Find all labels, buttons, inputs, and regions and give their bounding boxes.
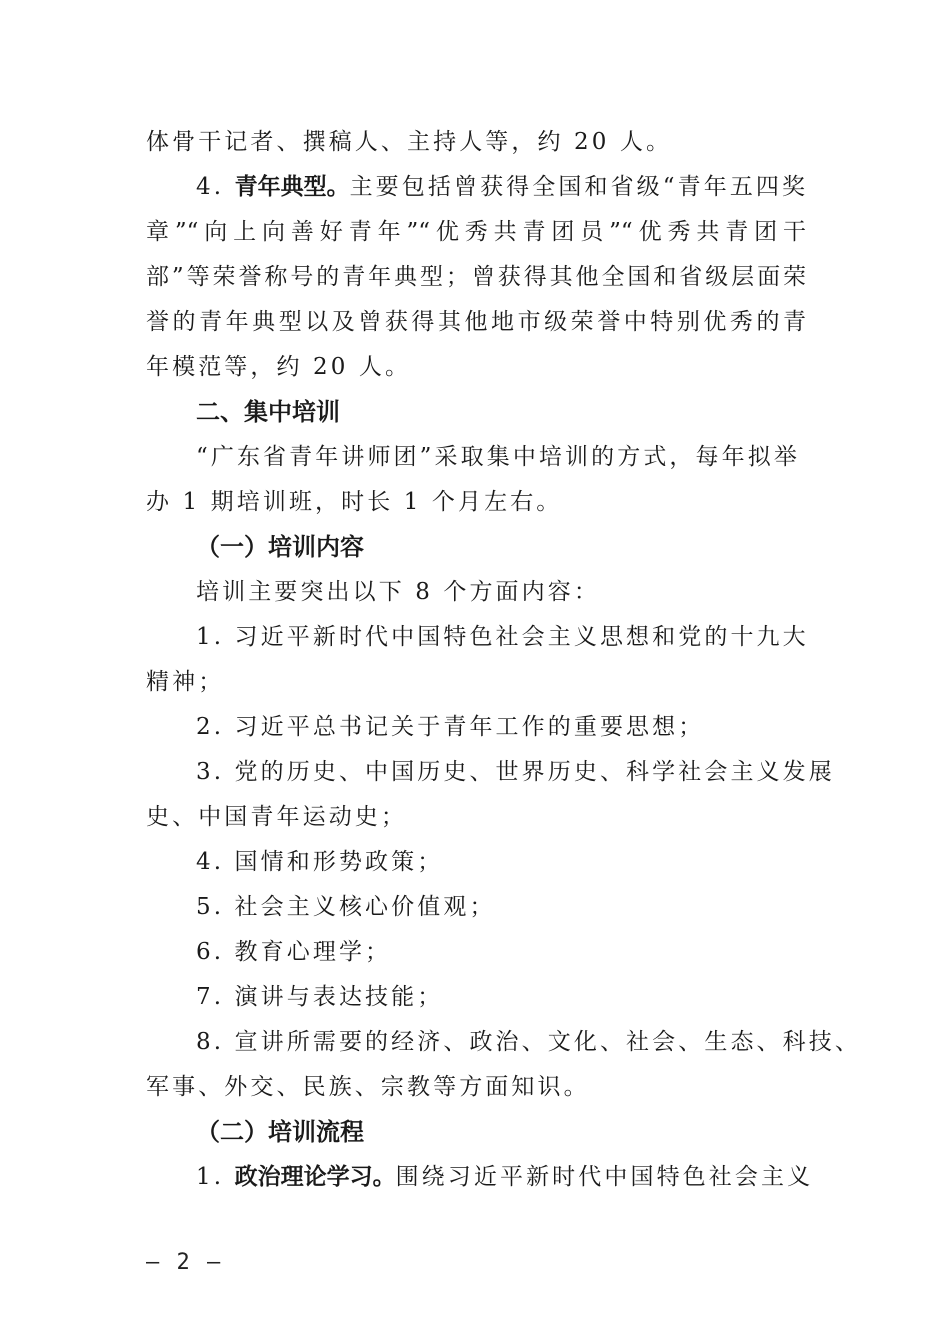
list-item: 8. 宣讲所需要的经济、政治、文化、社会、生态、科技、 [196, 1029, 861, 1055]
list-item: 4. 国情和形势政策； [196, 849, 444, 875]
paragraph-line: 军事、外交、民族、宗教等方面知识。 [146, 1074, 590, 1100]
paragraph-line: 培训主要突出以下 8 个方面内容： [196, 579, 600, 605]
list-item: 7. 演讲与表达技能； [196, 984, 444, 1010]
paragraph-line: 精神； [146, 669, 225, 695]
list-number: 1. [196, 1164, 225, 1190]
list-item: 2. 习近平总书记关于青年工作的重要思想； [196, 714, 705, 740]
paragraph-line [196, 171, 809, 203]
paragraph-line: 部”等荣誉称号的青年典型；曾获得其他全国和省级层面荣 [146, 264, 806, 290]
paragraph-line: 章”“向上向善好青年”“优秀共青团员”“优秀共青团干 [146, 219, 806, 245]
subsection-heading: （一）培训内容 [196, 533, 364, 561]
list-item: 1. 习近平新时代中国特色社会主义思想和党的十九大 [196, 624, 809, 650]
paragraph-line [196, 1161, 814, 1193]
paragraph-line: 史、中国青年运动史； [146, 804, 407, 830]
paragraph-line: 年模范等，约 20 人。 [146, 354, 412, 380]
page-number: — 2 — [146, 1250, 223, 1275]
section-heading: 二、集中培训 [196, 398, 340, 426]
bold-lead-in: 青年典型。 [234, 174, 350, 200]
list-item: 6. 教育心理学； [196, 939, 392, 965]
paragraph-line: 誉的青年典型以及曾获得其他地市级荣誉中特别优秀的青 [146, 309, 806, 335]
paragraph-line: “广东省青年讲师团”采取集中培训的方式，每年拟举 [196, 444, 800, 470]
paragraph-text: 围绕习近平新时代中国特色社会主义 [395, 1164, 814, 1190]
subsection-heading: （二）培训流程 [196, 1118, 364, 1146]
list-item: 5. 社会主义核心价值观； [196, 894, 496, 920]
list-number: 4. [196, 174, 225, 200]
bold-lead-in: 政治理论学习。 [234, 1164, 396, 1190]
list-item: 3. 党的历史、中国历史、世界历史、科学社会主义发展 [196, 759, 835, 785]
paragraph-line: 办 1 期培训班，时长 1 个月左右。 [146, 489, 563, 515]
paragraph-line: 体骨干记者、撰稿人、主持人等，约 20 人。 [146, 129, 673, 155]
paragraph-text: 主要包括曾获得全国和省级“青年五四奖 [349, 174, 809, 200]
